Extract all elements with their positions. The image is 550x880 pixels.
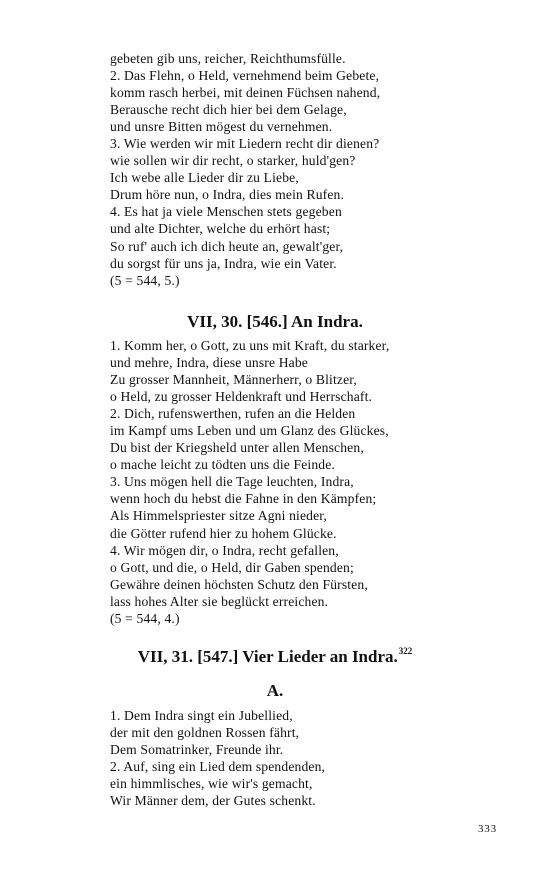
verse-line: Dem Somatrinker, Freunde ihr. [110,742,284,758]
verse-line: Wir Männer dem, der Gutes schenkt. [110,793,316,809]
subsection-heading [0,681,550,701]
verse-line: wenn hoch du hebst die Fahne in den Kämpfen; [110,491,377,507]
verse-line: o Gott, und die, o Held, dir Gaben spenden; [110,559,354,575]
verse-line: ein himmlisches, wie wir's gemacht, [110,776,313,792]
verse-line: Ich webe alle Lieder dir zu Liebe, [110,170,299,186]
verse-line: 2. Das Flehn, o Held, vernehmend beim Gebete, [110,68,380,84]
verse-line: o Held, zu grosser Heldenkraft und Herrschaft. [110,389,373,405]
verse-line: 1. Dem Indra singt ein Jubellied, [110,708,293,723]
hymn-heading-text: VII, 30. [546.] An Indra. [187,312,363,331]
verse-line: 3. Uns mögen hell die Tage leuchten, Indra, [110,474,354,490]
verse-line: gebeten gib uns, reicher, Reichthumsfülle. [110,51,346,66]
verse-line: Du bist der Kriegsheld unter allen Menschen, [110,440,364,456]
verse-line: 1. Komm her, o Gott, zu uns mit Kraft, du starker, [110,338,390,353]
verse-line: Zu grosser Mannheit, Männerherr, o Blitzer, [110,372,357,388]
verse-line: im Kampf ums Leben und um Glanz des Glückes, [110,423,389,439]
hymn-heading [0,646,550,667]
hymn-continuation [110,50,450,289]
verse-line: 2. Auf, sing ein Lied dem spendenden, [110,759,326,775]
verse-line: o mache leicht zu tödten uns die Feinde. [110,457,335,473]
verse-line: und mehre, Indra, diese unsre Habe [110,355,308,371]
verse-line: du sorgst für uns ja, Indra, wie ein Vater. [110,255,337,271]
hymn-body [110,707,450,809]
hymn-heading [0,312,550,332]
verse-line: Drum höre nun, o Indra, dies mein Rufen. [110,187,345,203]
verse-line: 4. Es hat ja viele Menschen stets gegeben [110,204,342,220]
verse-reference: (5 = 544, 4.) [110,610,180,626]
page-number: 333 [478,823,497,835]
verse-line: der mit den goldnen Rossen fährt, [110,725,300,741]
verse-line: 3. Wie werden wir mit Liedern recht dir dienen? [110,136,380,152]
hymn-body [110,337,450,627]
hymn-heading-text: VII, 31. [547.] Vier Lieder an Indra. [137,647,398,666]
verse-line: Gewähre deinen höchsten Schutz den Fürsten, [110,576,368,592]
verse-line: und unsre Bitten mögest du vernehmen. [110,119,333,135]
verse-reference: (5 = 544, 5.) [110,272,180,288]
verse-line: die Götter rufend hier zu hohem Glücke. [110,525,337,541]
verse-line: lass hohes Alter sie beglückt erreichen. [110,593,329,609]
verse-line: komm rasch herbei, mit deinen Füchsen nahend, [110,85,381,101]
verse-line: 4. Wir mögen dir, o Indra, recht gefallen, [110,542,339,558]
verse-line: und alte Dichter, welche du erhört hast; [110,221,331,237]
verse-line: 2. Dich, rufenswerthen, rufen an die Helden [110,406,356,422]
verse-line: wie sollen wir dir recht, o starker, huld'gen? [110,153,356,169]
verse-line: Berausche recht dich hier bei dem Gelage, [110,102,347,118]
footnote-marker: 322 [398,646,413,656]
verse-line: So ruf' auch ich dich heute an, gewalt'ger, [110,238,344,254]
subsection-heading-text: A. [266,681,284,700]
verse-line: Als Himmelspriester sitze Agni nieder, [110,508,327,524]
